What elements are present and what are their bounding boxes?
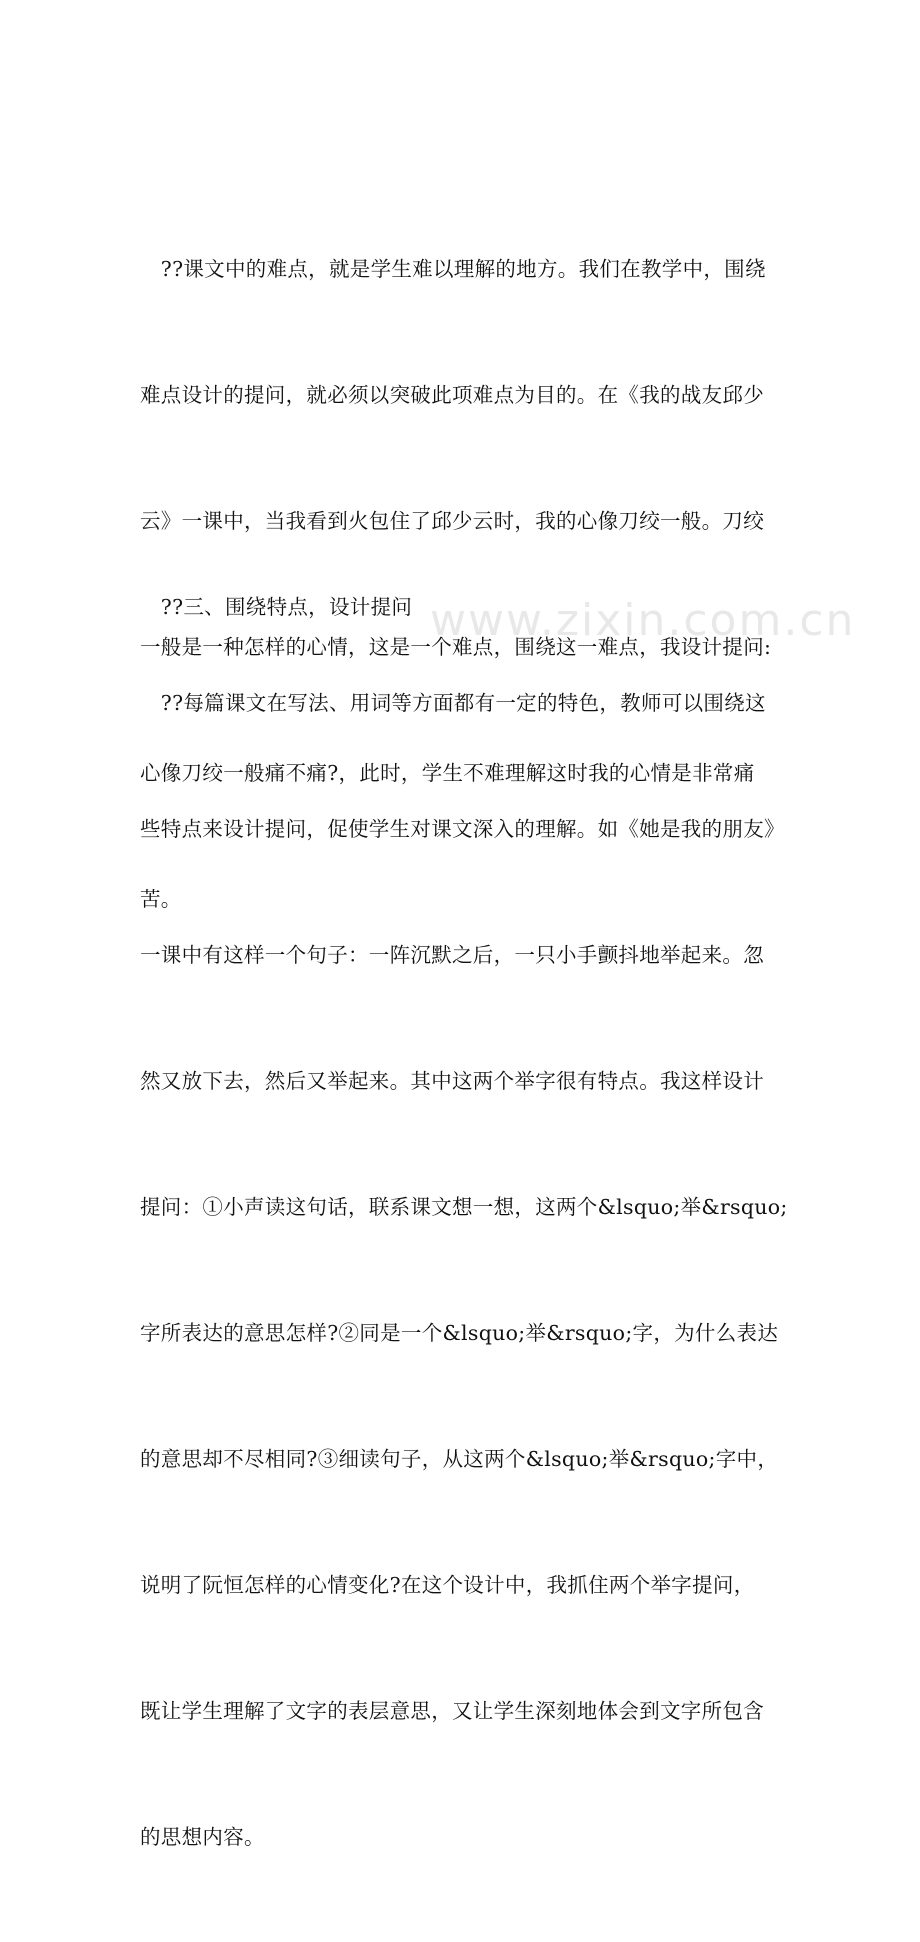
text-line: 的思想内容。 <box>140 1825 265 1849</box>
text-line: ??每篇课文在写法、用词等方面都有一定的特色，教师可以围绕这 <box>140 691 766 715</box>
text-line: 一般是一种怎样的心情，这是一个难点，围绕这一难点，我设计提问: <box>140 635 772 659</box>
text-line: 说明了阮恒怎样的心情变化?在这个设计中，我抓住两个举字提问， <box>140 1573 755 1597</box>
text-line: ??课文中的难点，就是学生难以理解的地方。我们在教学中，围绕 <box>140 257 766 281</box>
text-line: 心像刀绞一般痛不痛?，此时，学生不难理解这时我的心情是非常痛 <box>140 761 755 785</box>
text-line: 一课中有这样一个句子：一阵沉默之后，一只小手颤抖地举起来。忽 <box>140 943 764 967</box>
text-line: 苦。 <box>140 887 182 911</box>
paragraph-features <box>140 598 790 1942</box>
text-line: 的意思却不尽相同?③细读句子，从这两个&lsquo;举&rsquo;字中， <box>140 1447 779 1471</box>
heading-line: ??三、围绕特点，设计提问 <box>140 595 413 619</box>
text-line: 然又放下去，然后又举起来。其中这两个举字很有特点。我这样设计 <box>140 1069 764 1093</box>
text-line: 些特点来设计提问，促使学生对课文深入的理解。如《她是我的朋友》 <box>140 817 785 841</box>
watermark: www.zixin.com.cn <box>430 595 856 646</box>
text-line: 字所表达的意思怎样?②同是一个&lsquo;举&rsquo;字，为什么表达 <box>140 1321 779 1345</box>
text-line: 既让学生理解了文字的表层意思，又让学生深刻地体会到文字所包含 <box>140 1699 764 1723</box>
text-line: 提问：①小声读这句话，联系课文想一想，这两个&lsquo;举&rsquo; <box>140 1195 788 1219</box>
text-line: 难点设计的提问，就必须以突破此项难点为目的。在《我的战友邱少 <box>140 383 764 407</box>
text-line: 云》一课中，当我看到火包住了邱少云时，我的心像刀绞一般。刀绞 <box>140 509 764 533</box>
